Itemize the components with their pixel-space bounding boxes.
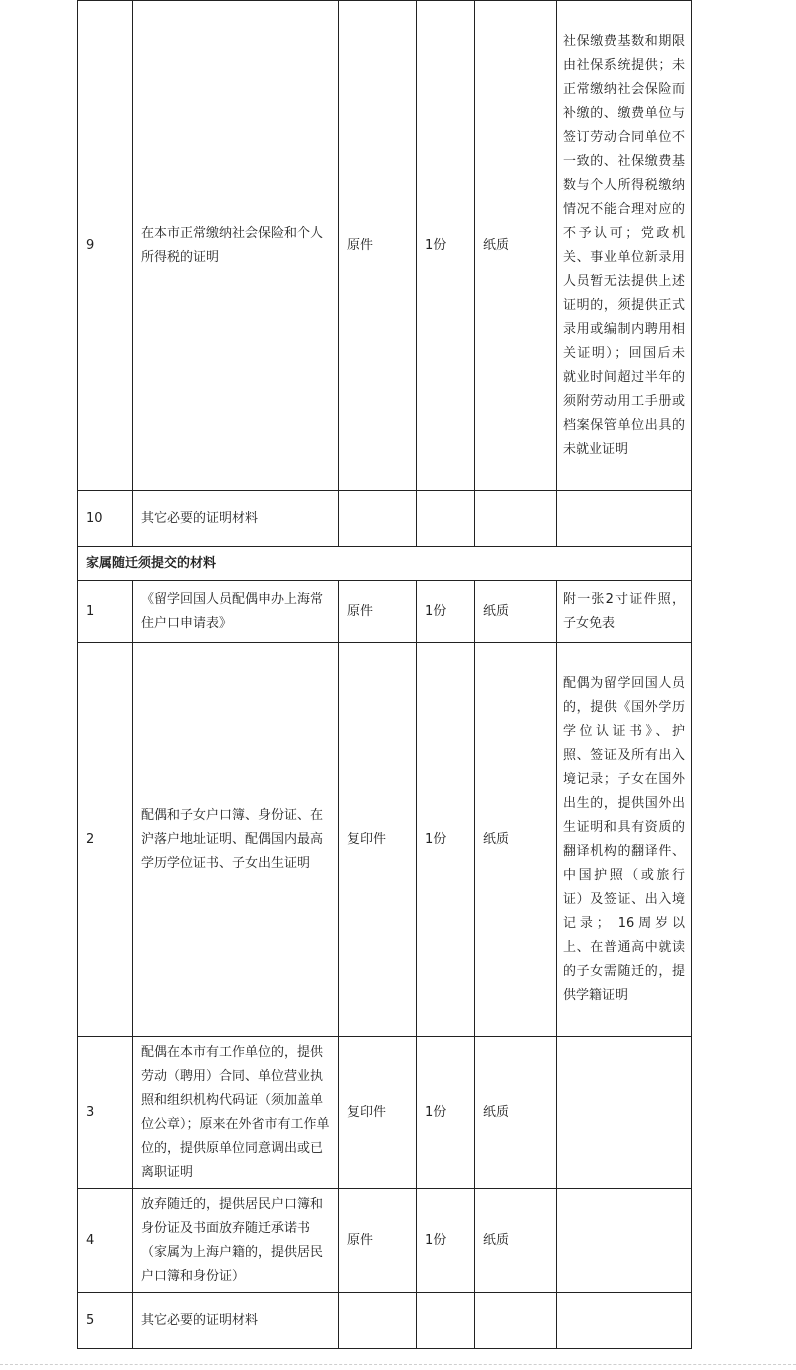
material-name: 其它必要的证明材料: [133, 491, 339, 547]
row-number: 10: [78, 491, 133, 547]
material-name: 在本市正常缴纳社会保险和个人所得税的证明: [133, 1, 339, 491]
material-type: [339, 491, 417, 547]
row-number: 4: [78, 1189, 133, 1293]
material-form: 纸质: [475, 643, 557, 1037]
material-type: 原件: [339, 1189, 417, 1293]
material-name: 其它必要的证明材料: [133, 1293, 339, 1349]
material-note: [557, 1293, 692, 1349]
material-type: 复印件: [339, 1037, 417, 1189]
material-name: 放弃随迁的，提供居民户口簿和身份证及书面放弃随迁承诺书（家属为上海户籍的，提供居民户口簿和身份证）: [133, 1189, 339, 1293]
material-note: 附一张2寸证件照，子女免表: [557, 581, 692, 643]
row-number: 9: [78, 1, 133, 491]
row-number: 2: [78, 643, 133, 1037]
row-number: 1: [78, 581, 133, 643]
material-form: 纸质: [475, 1189, 557, 1293]
material-type: 原件: [339, 1, 417, 491]
copies-count: 1份: [417, 581, 475, 643]
material-form: [475, 491, 557, 547]
material-type: [339, 1293, 417, 1349]
section-header-row: [78, 547, 692, 581]
material-note: [557, 1189, 692, 1293]
materials-table: [77, 0, 692, 1349]
material-note: 社保缴费基数和期限由社保系统提供；未正常缴纳社会保险而补缴的、缴费单位与签订劳动合同单位不一致的、社保缴费基数与个人所得税缴纳情况不能合理对应的不予认可；党政机关、事业单位新录用人员暂无法提供上述证明的，须提供正式录用或编制内聘用相关证明）；回国后未就业时间超过半年的须附劳动用工手册或档案保管单位出具的未就业证明: [557, 1, 692, 491]
table-row: [78, 1037, 692, 1189]
row-number: 3: [78, 1037, 133, 1189]
copies-count: [417, 491, 475, 547]
copies-count: [417, 1293, 475, 1349]
page-bottom-divider: [0, 1364, 796, 1365]
material-note: [557, 1037, 692, 1189]
table-row: [78, 491, 692, 547]
material-note: [557, 491, 692, 547]
table-row: [78, 1189, 692, 1293]
table-row: [78, 1, 692, 491]
material-type: 复印件: [339, 643, 417, 1037]
table-row: [78, 1293, 692, 1349]
material-name: 配偶在本市有工作单位的，提供劳动（聘用）合同、单位营业执照和组织机构代码证（须加盖单位公章）；原来在外省市有工作单位的，提供原单位同意调出或已离职证明: [133, 1037, 339, 1189]
material-form: 纸质: [475, 1037, 557, 1189]
copies-count: 1份: [417, 1189, 475, 1293]
table-row: [78, 581, 692, 643]
material-note: 配偶为留学回国人员的，提供《国外学历学位认证书》、护照、签证及所有出入境记录；子女在国外出生的，提供国外出生证明和具有资质的翻译机构的翻译件、中国护照（或旅行证）及签证、出入境记录； 16周岁以上、在普通高中就读的子女需随迁的，提供学籍证明: [557, 643, 692, 1037]
table-row: [78, 643, 692, 1037]
material-form: 纸质: [475, 1, 557, 491]
material-name: 《留学回国人员配偶申办上海常住户口申请表》: [133, 581, 339, 643]
copies-count: 1份: [417, 1, 475, 491]
row-number: 5: [78, 1293, 133, 1349]
material-type: 原件: [339, 581, 417, 643]
material-form: [475, 1293, 557, 1349]
copies-count: 1份: [417, 1037, 475, 1189]
material-name: 配偶和子女户口簿、身份证、在沪落户地址证明、配偶国内最高学历学位证书、子女出生证明: [133, 643, 339, 1037]
section-title: 家属随迁须提交的材料: [78, 547, 692, 581]
material-form: 纸质: [475, 581, 557, 643]
copies-count: 1份: [417, 643, 475, 1037]
